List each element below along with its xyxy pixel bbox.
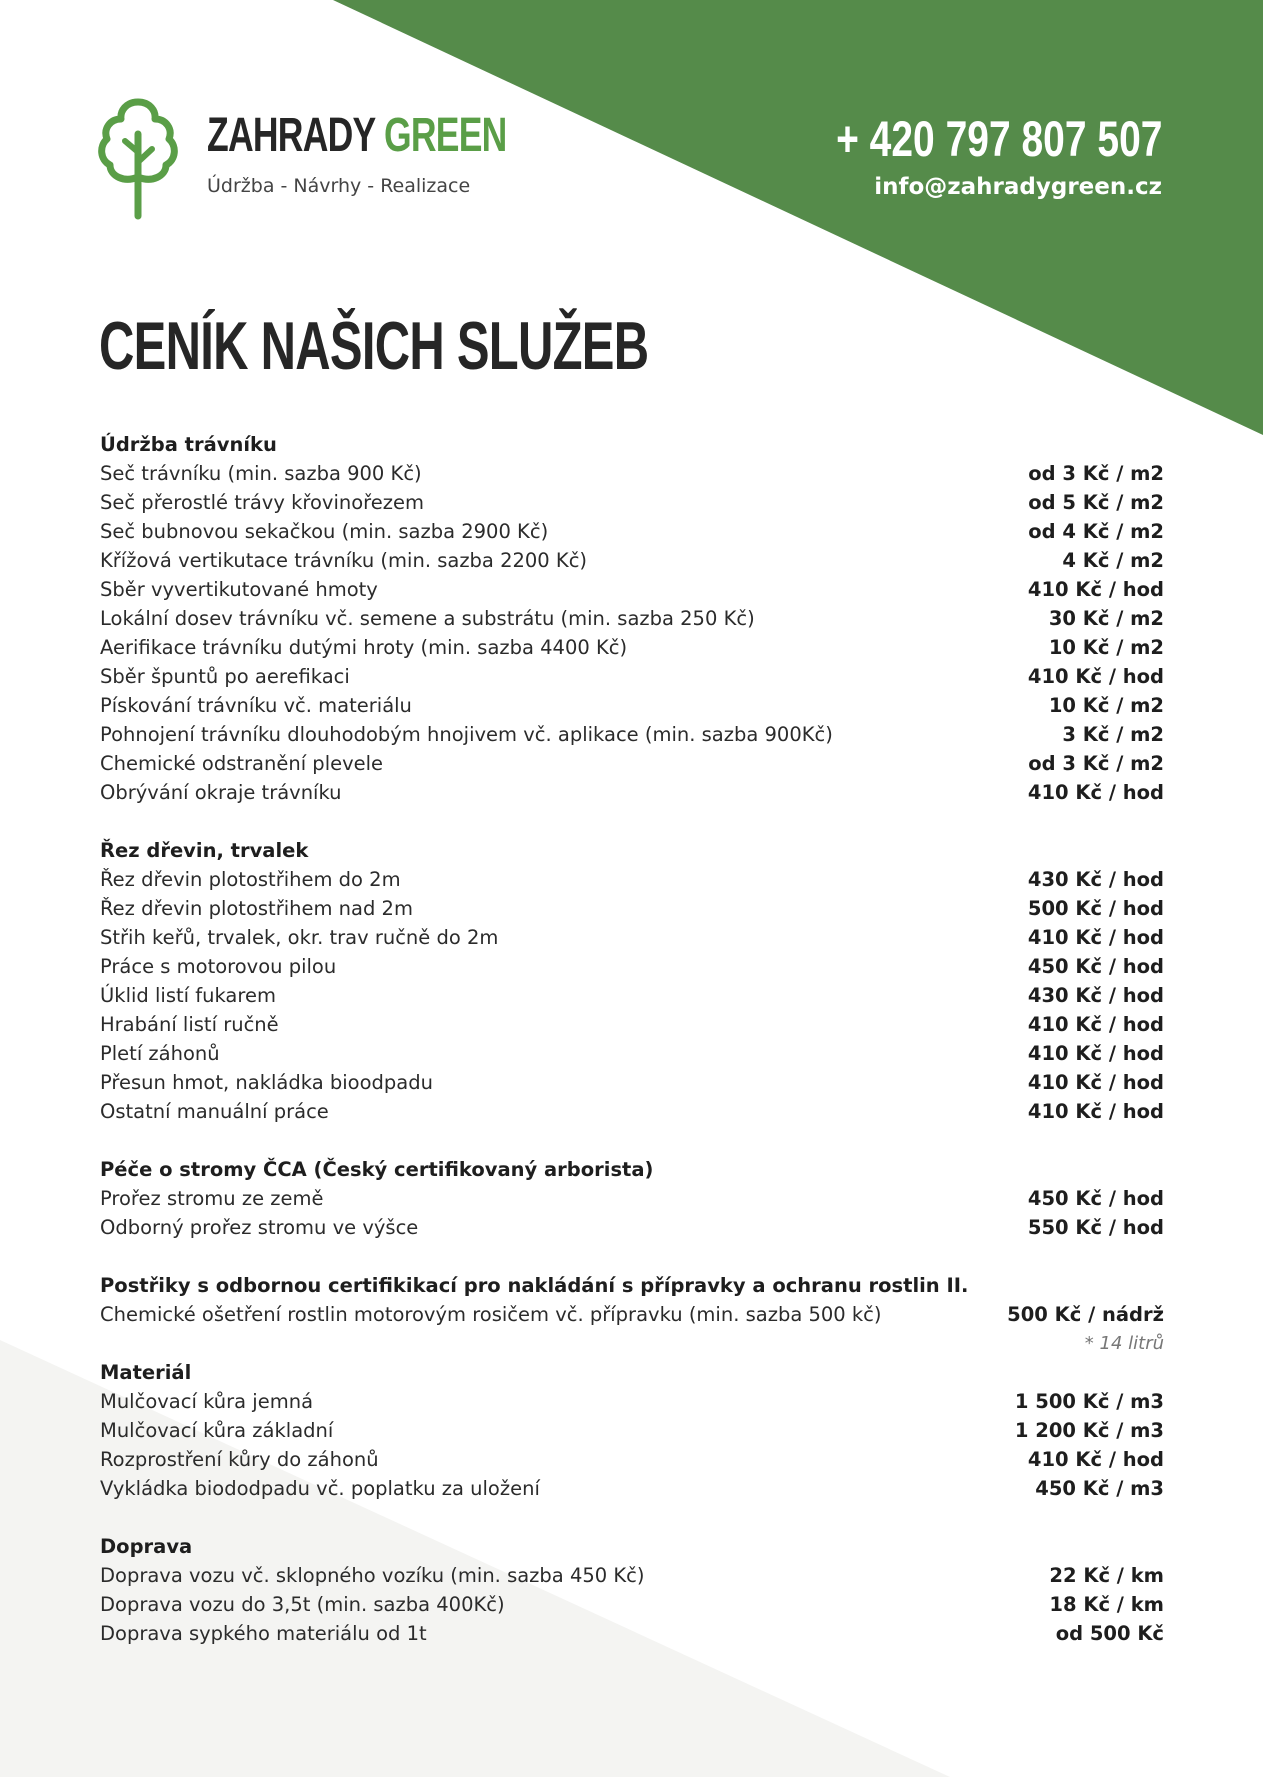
price-row — [100, 981, 1164, 1010]
price-row — [100, 1300, 1164, 1329]
service-price: 410 Kč / hod — [1027, 1071, 1164, 1094]
service-name: Obrývání okraje trávníku — [100, 781, 342, 804]
service-price: od 500 Kč — [1055, 1622, 1164, 1645]
brand-name — [207, 109, 507, 162]
service-price: 410 Kč / hod — [1027, 1448, 1164, 1471]
service-price: 550 Kč / hod — [1027, 1216, 1164, 1239]
service-price: od 4 Kč / m2 — [1028, 520, 1164, 543]
service-price: 10 Kč / m2 — [1048, 636, 1164, 659]
service-price: 4 Kč / m2 — [1062, 549, 1164, 572]
section-heading: Materiál — [100, 1361, 192, 1384]
service-price: 1 500 Kč / m3 — [1014, 1390, 1164, 1413]
service-price: 18 Kč / km — [1049, 1593, 1164, 1616]
price-section — [100, 1532, 1164, 1648]
service-price: 450 Kč / m3 — [1035, 1477, 1164, 1500]
price-section — [100, 1271, 1164, 1358]
brand-name-part2: GREEN — [383, 109, 507, 162]
service-name: Rozprostření kůry do záhonů — [100, 1448, 379, 1471]
service-name: Vykládka biododpadu vč. poplatku za uložení — [100, 1477, 540, 1500]
service-name: Seč bubnovou sekačkou (min. sazba 2900 Kč) — [100, 520, 549, 543]
service-name: Doprava sypkého materiálu od 1t — [100, 1622, 427, 1645]
price-row — [100, 865, 1164, 894]
service-price: 410 Kč / hod — [1027, 665, 1164, 688]
service-name: Sběr vyvertikutované hmoty — [100, 578, 378, 601]
price-list — [100, 430, 1164, 1677]
service-price: od 5 Kč / m2 — [1028, 491, 1164, 514]
service-price: 500 Kč / nádrž — [1007, 1303, 1164, 1326]
service-name: Chemické odstranění plevele — [100, 752, 384, 775]
price-row — [100, 459, 1164, 488]
service-name: Hrabání listí ručně — [100, 1013, 279, 1036]
service-name: Seč přerostlé trávy křovinořezem — [100, 491, 424, 514]
price-row — [100, 1416, 1164, 1445]
price-section — [100, 1358, 1164, 1503]
price-row — [100, 604, 1164, 633]
price-row — [100, 1184, 1164, 1213]
price-row — [100, 1387, 1164, 1416]
price-note: * 14 litrů — [1084, 1333, 1164, 1354]
service-name: Řez dřevin plotostřihem nad 2m — [100, 897, 413, 920]
service-name: Přesun hmot, nakládka bioodpadu — [100, 1071, 433, 1094]
price-row — [100, 1590, 1164, 1619]
section-heading: Řez dřevin, trvalek — [100, 839, 309, 862]
contact-email[interactable]: info@zahradygreen.cz — [874, 174, 1162, 200]
price-row — [100, 488, 1164, 517]
service-price: 430 Kč / hod — [1027, 868, 1164, 891]
price-row — [100, 749, 1164, 778]
service-name: Doprava vozu vč. sklopného vozíku (min. sazba 450 Kč) — [100, 1564, 645, 1587]
price-section — [100, 430, 1164, 807]
service-name: Řez dřevin plotostřihem do 2m — [100, 868, 401, 891]
price-row — [100, 1213, 1164, 1242]
section-heading: Postřiky s odbornou certifikikací pro nakládání s přípravky a ochranu rostlin II. — [100, 1274, 969, 1297]
service-name: Křížová vertikutace trávníku (min. sazba 2200 Kč) — [100, 549, 588, 572]
service-name: Chemické ošetření rostlin motorovým rosičem vč. přípravku (min. sazba 500 kč) — [100, 1303, 882, 1326]
service-price: 410 Kč / hod — [1027, 578, 1164, 601]
price-row — [100, 517, 1164, 546]
service-price: 22 Kč / km — [1049, 1564, 1164, 1587]
price-row — [100, 575, 1164, 604]
service-name: Práce s motorovou pilou — [100, 955, 337, 978]
service-price: 410 Kč / hod — [1027, 1013, 1164, 1036]
service-price: 1 200 Kč / m3 — [1014, 1419, 1164, 1442]
price-row — [100, 546, 1164, 575]
price-row — [100, 1068, 1164, 1097]
service-price: 450 Kč / hod — [1027, 955, 1164, 978]
price-row — [100, 691, 1164, 720]
price-row — [100, 1445, 1164, 1474]
price-row — [100, 894, 1164, 923]
service-name: Úklid listí fukarem — [100, 984, 276, 1007]
page-title: CENÍK NAŠICH SLUŽEB — [99, 308, 649, 384]
price-section — [100, 836, 1164, 1126]
price-row — [100, 633, 1164, 662]
service-name: Střih keřů, trvalek, okr. trav ručně do 2m — [100, 926, 499, 949]
service-name: Mulčovací kůra základní — [100, 1419, 334, 1442]
service-name: Lokální dosev trávníku vč. semene a substrátu (min. sazba 250 Kč) — [100, 607, 755, 630]
service-name: Mulčovací kůra jemná — [100, 1390, 314, 1413]
service-price: od 3 Kč / m2 — [1028, 752, 1164, 775]
price-row — [100, 923, 1164, 952]
service-price: 30 Kč / m2 — [1048, 607, 1164, 630]
price-row — [100, 1039, 1164, 1068]
service-name: Seč trávníku (min. sazba 900 Kč) — [100, 462, 422, 485]
service-price: od 3 Kč / m2 — [1028, 462, 1164, 485]
tree-icon — [96, 98, 180, 220]
service-price: 10 Kč / m2 — [1048, 694, 1164, 717]
service-name: Pískování trávníku vč. materiálu — [100, 694, 412, 717]
price-row — [100, 952, 1164, 981]
service-name: Odborný prořez stromu ve výšce — [100, 1216, 419, 1239]
service-price: 3 Kč / m2 — [1062, 723, 1164, 746]
service-name: Doprava vozu do 3,5t (min. sazba 400Kč) — [100, 1593, 505, 1616]
price-row — [100, 1010, 1164, 1039]
service-price: 500 Kč / hod — [1027, 897, 1164, 920]
brand-name-part1: ZAHRADY — [207, 109, 375, 162]
price-row — [100, 1561, 1164, 1590]
price-row — [100, 720, 1164, 749]
service-name: Sběr špuntů po aerefikaci — [100, 665, 350, 688]
contact-phone[interactable]: + 420 797 807 507 — [835, 111, 1162, 167]
price-row — [100, 1619, 1164, 1648]
price-section — [100, 1155, 1164, 1242]
price-row — [100, 778, 1164, 807]
section-heading: Doprava — [100, 1535, 193, 1558]
section-heading: Péče o stromy ČCA (Český certifikovaný arborista) — [100, 1158, 654, 1181]
service-name: Ostatní manuální práce — [100, 1100, 329, 1123]
service-name: Aerifikace trávníku dutými hroty (min. sazba 4400 Kč) — [100, 636, 628, 659]
service-price: 410 Kč / hod — [1027, 781, 1164, 804]
service-price: 410 Kč / hod — [1027, 926, 1164, 949]
service-name: Pletí záhonů — [100, 1042, 220, 1065]
service-price: 450 Kč / hod — [1027, 1187, 1164, 1210]
section-heading: Údržba trávníku — [100, 433, 277, 456]
price-row — [100, 1097, 1164, 1126]
brand-tagline: Údržba - Návrhy - Realizace — [207, 175, 471, 197]
price-row — [100, 1474, 1164, 1503]
service-price: 410 Kč / hod — [1027, 1100, 1164, 1123]
service-price: 430 Kč / hod — [1027, 984, 1164, 1007]
service-name: Prořez stromu ze země — [100, 1187, 324, 1210]
price-row — [100, 662, 1164, 691]
service-name: Pohnojení trávníku dlouhodobým hnojivem vč. aplikace (min. sazba 900Kč) — [100, 723, 833, 746]
service-price: 410 Kč / hod — [1027, 1042, 1164, 1065]
